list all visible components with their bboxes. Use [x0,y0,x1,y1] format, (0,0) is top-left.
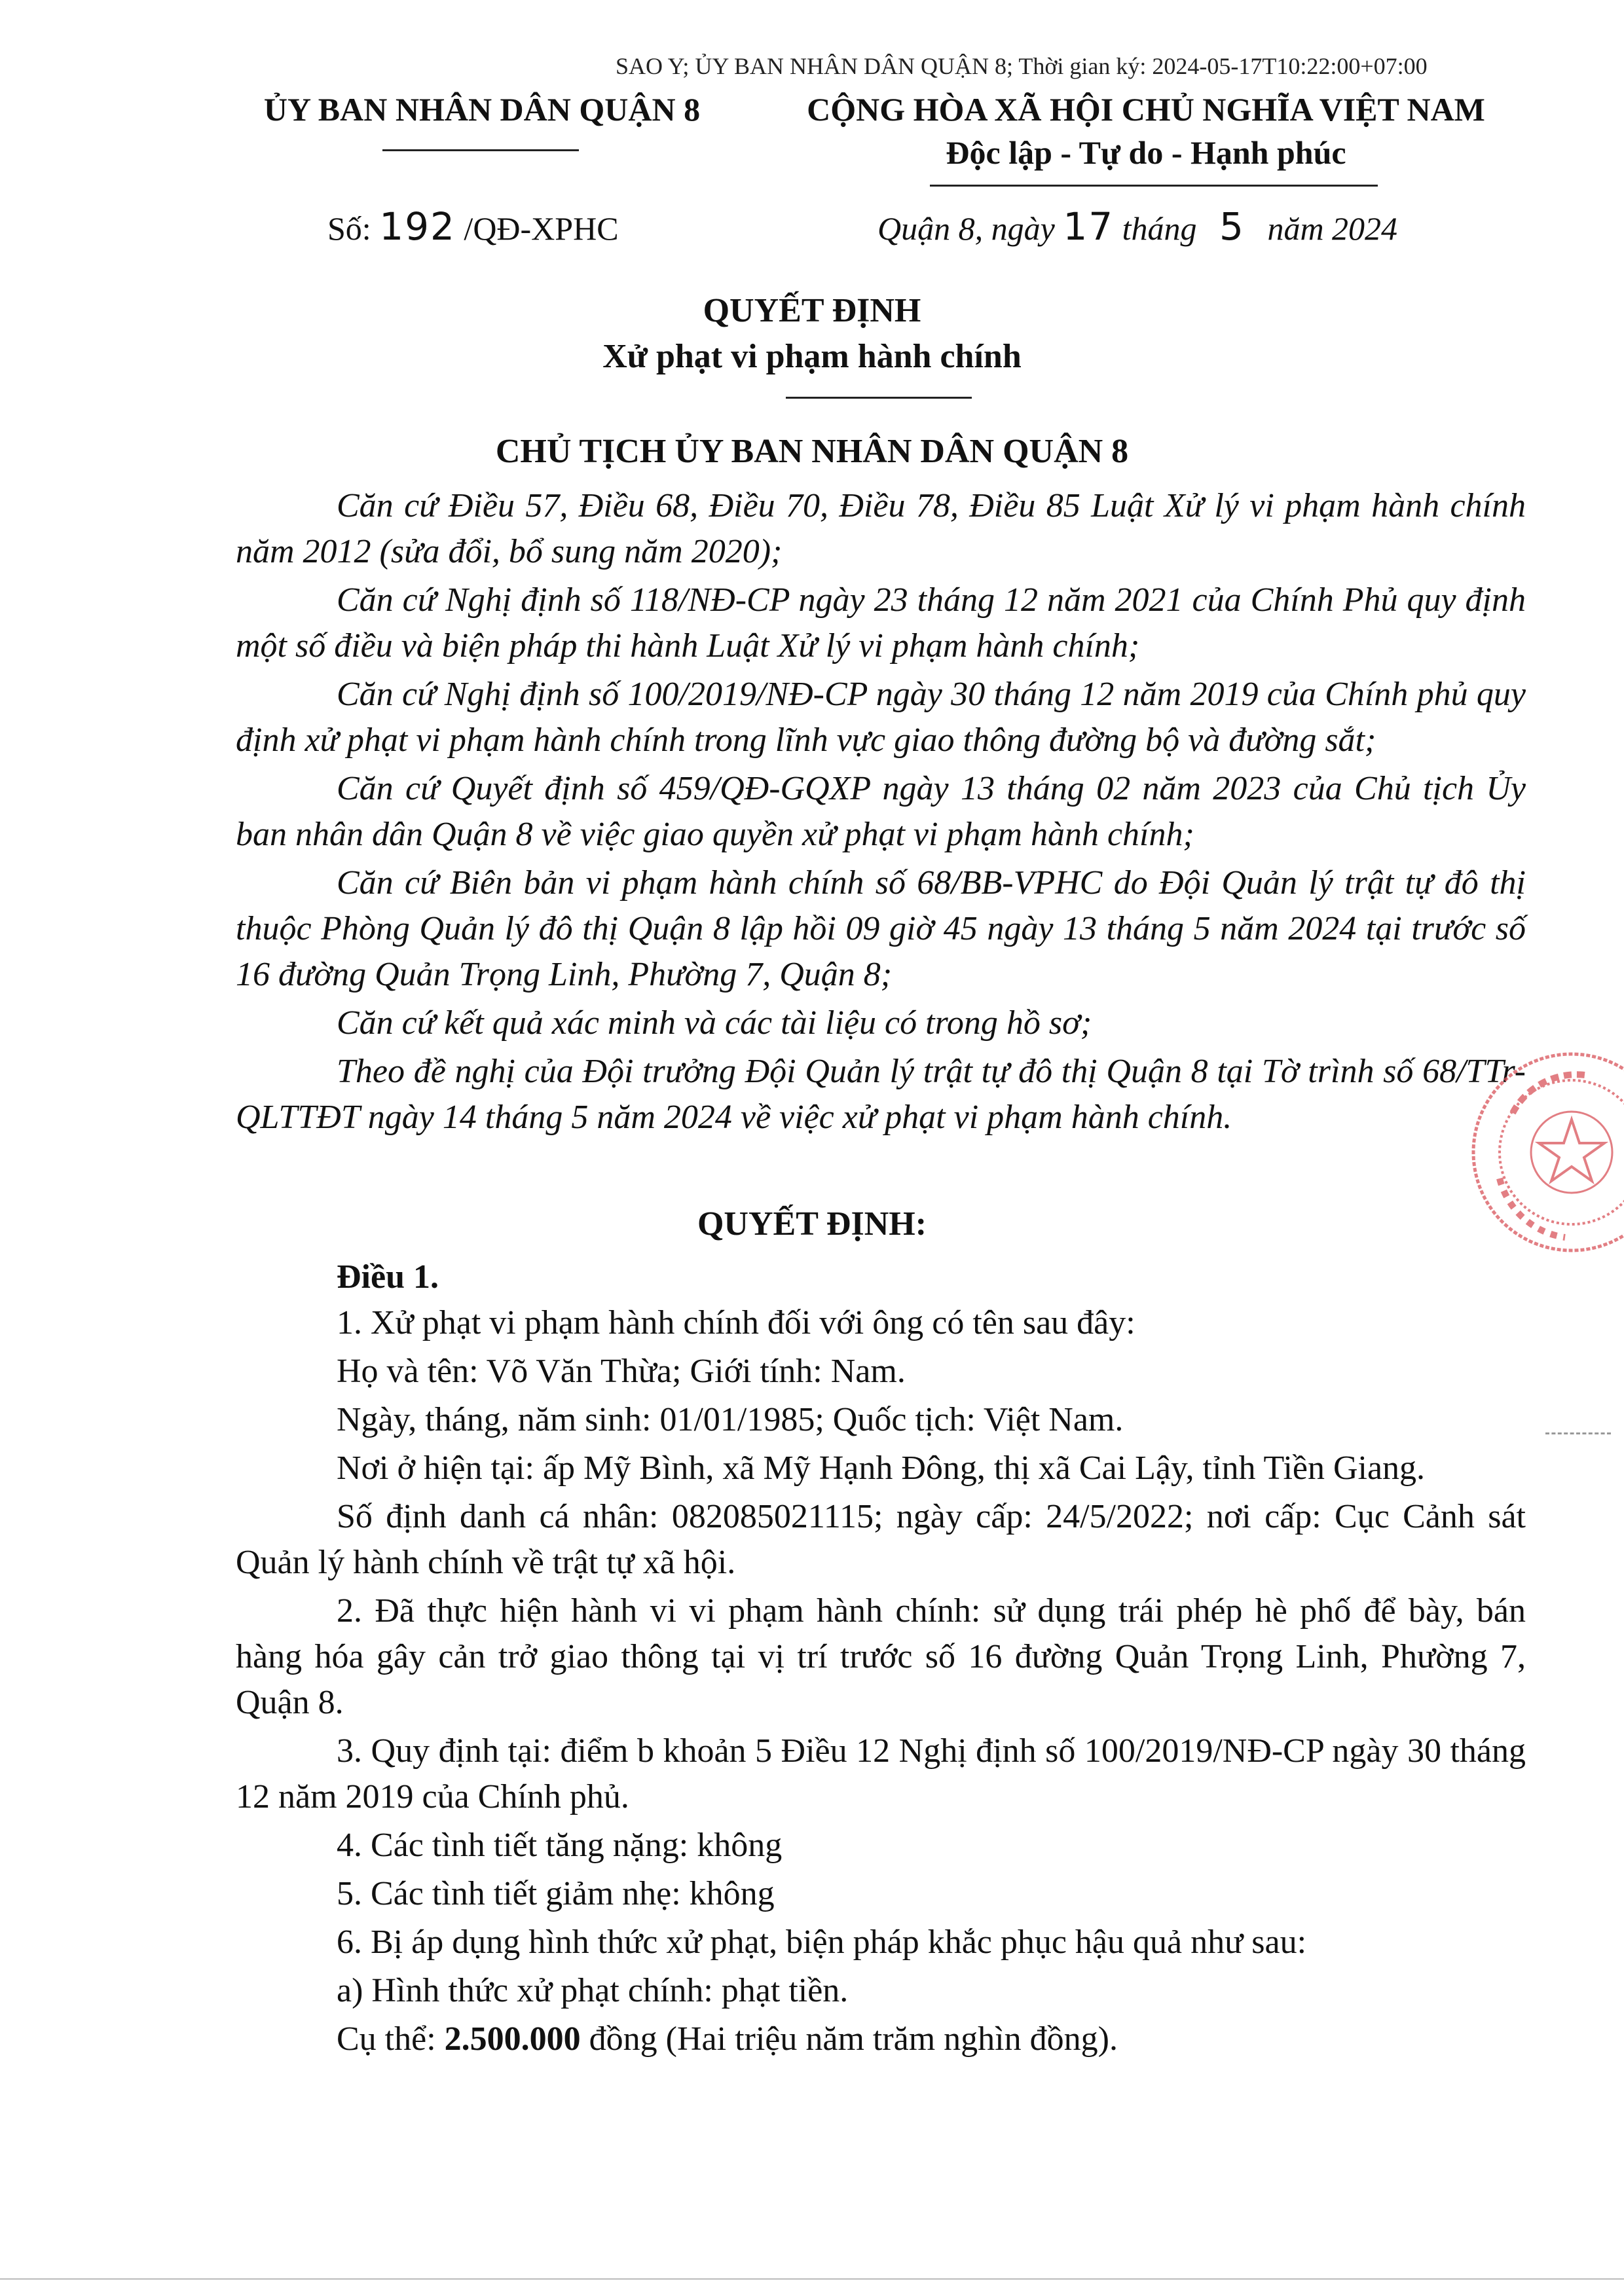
article-item-5: 5. Các tình tiết giảm nhẹ: không [337,1875,775,1912]
decision-subtitle: Xử phạt vi phạm hành chính [602,338,1022,375]
person-name: Họ và tên: Võ Văn Thừa; Giới tính: Nam. [337,1353,906,1390]
basis-item: Theo đề nghị của Đội trưởng Đội Quản lý trật tự đô thị Quận 8 tại Tờ trình số 68/TTr-QLTTĐT ngày 14 tháng 5 năm 2024 về việc xử phạt vi phạm hành chính. [236,1053,1526,1136]
fine-amount [236,2016,1526,2062]
basis-item: Căn cứ Nghị định số 100/2019/NĐ-CP ngày 30 tháng 12 năm 2019 của Chính phủ quy định xử phạt vi phạm hành chính trong lĩnh vực giao thông đường bộ và đường sắt; [236,676,1526,759]
agency-underline [382,149,579,151]
decision-heading: QUYẾT ĐỊNH: [697,1205,927,1243]
date-day: 17 [1063,204,1115,249]
official-seal-icon [1434,1041,1624,1264]
article-item-1: 1. Xử phạt vi phạm hành chính đối với ông có tên sau đây: [337,1304,1135,1341]
basis-item: Căn cứ Nghị định số 118/NĐ-CP ngày 23 tháng 12 năm 2021 của Chính Phủ quy định một số điều và biện pháp thi hành Luật Xử lý vi phạm hành chính; [236,581,1526,665]
authority-title: CHỦ TỊCH ỦY BAN NHÂN DÂN QUẬN 8 [495,433,1129,470]
article-heading: Điều 1. [337,1258,439,1296]
copy-note: SAO Y; ỦY BAN NHÂN DÂN QUẬN 8; Thời gian ký: 2024-05-17T10:22:00+07:00 [616,53,1428,79]
article-item-4: 4. Các tình tiết tăng nặng: không [337,1827,783,1864]
article-item-3: 3. Quy định tại: điểm b khoản 5 Điều 12 Nghị định số 100/2019/NĐ-CP ngày 30 tháng 12 năm 2019 của Chính phủ. [236,1732,1526,1815]
document-date [877,204,1397,249]
amount-suffix: đồng (Hai triệu năm trăm nghìn đồng). [589,2020,1118,2058]
article-item-2: 2. Đã thực hiện hành vi vi phạm hành chính: sử dụng trái phép hè phố để bày, bán hàng hóa gây cản trở giao thông tại vị trí trước số 16 đường Quản Trọng Linh, Phường 7, Quận 8. [236,1592,1526,1721]
agency-title: ỦY BAN NHÂN DÂN QUẬN 8 [263,91,701,128]
nation-title: CỘNG HÒA XÃ HỘI CHỦ NGHĨA VIỆT NAM [807,91,1485,128]
legal-bases [236,483,1526,1143]
nation-header [766,90,1526,172]
agency-name [233,90,731,128]
basis-item: Căn cứ Điều 57, Điều 68, Điều 70, Điều 78, Điều 85 Luật Xử lý vi phạm hành chính năm 2012 (sửa đổi, bổ sung năm 2020); [236,487,1526,570]
scan-mark [1545,1432,1611,1436]
article-1 [236,1254,1526,2065]
number-handwritten: 192 [379,204,456,249]
amount-prefix: Cụ thể: [337,2020,436,2058]
person-id: Số định danh cá nhân: 082085021115; ngày cấp: 24/5/2022; nơi cấp: Cục Cảnh sát Quản lý hành chính về trật tự xã hội. [236,1498,1526,1581]
person-dob: Ngày, tháng, năm sinh: 01/01/1985; Quốc tịch: Việt Nam. [337,1401,1124,1438]
date-prefix: Quận 8, ngày [877,210,1055,247]
person-address: Nơi ở hiện tại: ấp Mỹ Bình, xã Mỹ Hạnh Đông, thị xã Cai Lậy, tỉnh Tiền Giang. [337,1449,1426,1487]
page-edge [0,2278,1624,2280]
motto: Độc lập - Tự do - Hạnh phúc [946,134,1346,171]
motto-underline [930,185,1378,187]
amount-value: 2.500.000 [444,2020,581,2058]
article-item-6a: a) Hình thức xử phạt chính: phạt tiền. [337,1972,849,2009]
basis-item: Căn cứ Quyết định số 459/QĐ-GQXP ngày 13 tháng 02 năm 2023 của Chủ tịch Ủy ban nhân dân Quận 8 về việc giao quyền xử phạt vi phạm hành chính; [236,770,1526,853]
document-number [327,204,619,249]
date-year: năm 2024 [1267,210,1398,247]
number-suffix: /QĐ-XPHC [464,210,619,247]
date-month: 5 [1219,204,1245,249]
decision-title: QUYẾT ĐỊNH [703,292,921,329]
basis-item: Căn cứ Biên bản vi phạm hành chính số 68/BB-VPHC do Đội Quản lý trật tự đô thị thuộc Phòng Quản lý đô thị Quận 8 lập hồi 09 giờ 45 ngày 13 tháng 5 năm 2024 tại trước số 16 đường Quản Trọng Linh, Phường 7, Quận 8; [236,864,1526,993]
title-underline [786,397,972,399]
number-prefix: Số: [327,210,371,247]
date-month-label: tháng [1122,210,1197,247]
article-item-6: 6. Bị áp dụng hình thức xử phạt, biện pháp khắc phục hậu quả như sau: [337,1923,1307,1961]
basis-item: Căn cứ kết quả xác minh và các tài liệu có trong hồ sơ; [337,1004,1092,1042]
